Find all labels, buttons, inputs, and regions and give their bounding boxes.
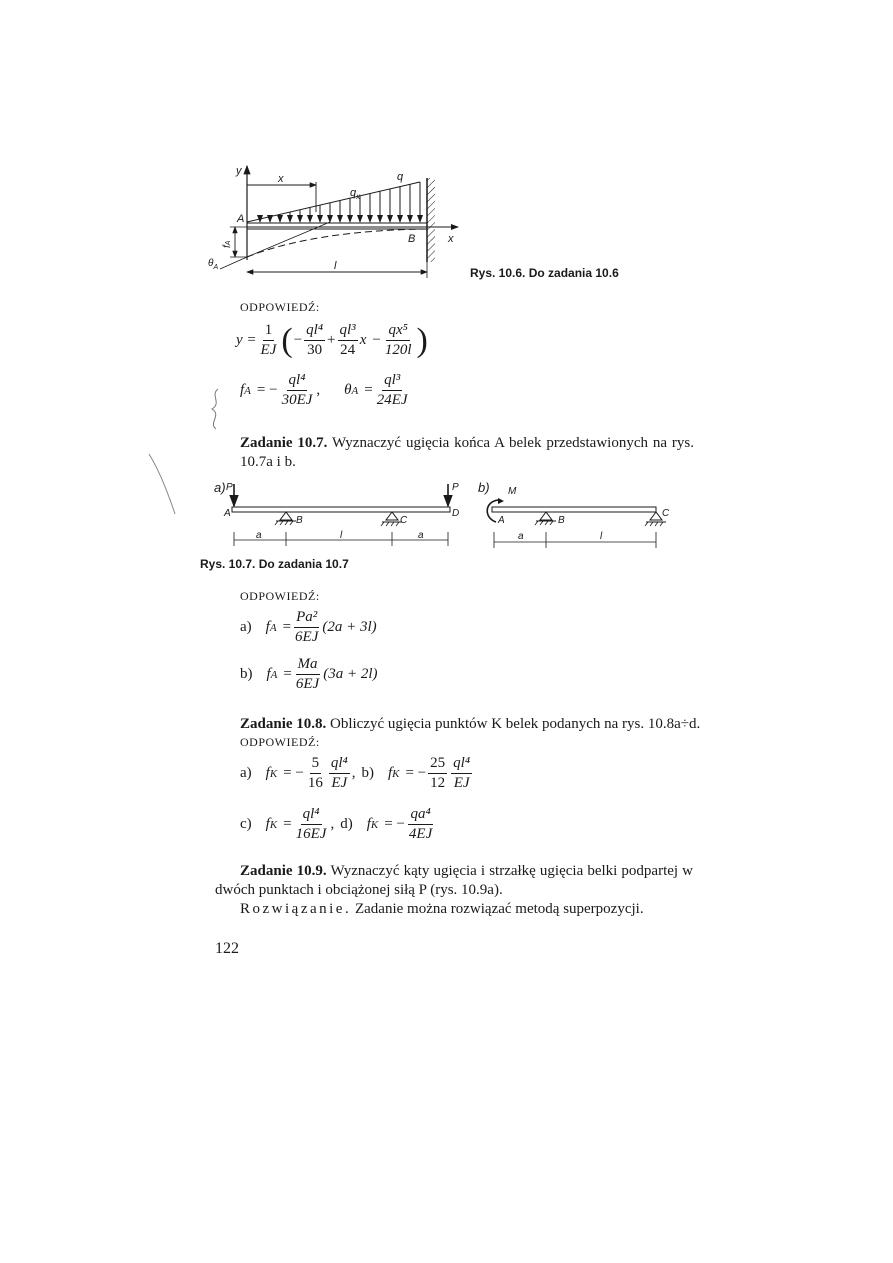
label-qx: $q_x$	[350, 187, 361, 201]
svg-text:C: C	[400, 515, 408, 526]
label-l: l	[334, 260, 337, 272]
equation-y: y = $\frac{1}{EJ}$ ( − $\frac{\text{ql⁴}}{30}$ + $\frac{\text{ql³}}{24}$ x − $\frac{\text{qx⁵}}{120l}$ )	[236, 321, 428, 359]
caption-10-7: Rys. 10.7. Do zadania 10.7	[200, 557, 349, 571]
svg-text:a: a	[518, 531, 524, 542]
handwritten-stroke	[145, 450, 185, 520]
svg-text:l: l	[340, 530, 343, 541]
page-number: 122	[215, 940, 239, 957]
label-y: y	[236, 165, 242, 177]
label-A: A	[237, 213, 245, 225]
svg-text:B: B	[296, 515, 303, 526]
answer-10-7b: b) f A = $\frac{Ma}{6EJ}$ (3a + 2l)	[240, 656, 378, 692]
svg-text:l: l	[600, 531, 603, 542]
answer-10-8ab: a) f K = − $\frac{5}{16}$ $\frac{\text{ql⁴}}{EJ}$ , b) f K = − $\frac{25}{12}$ $\frac{\text{ql⁴}}{EJ}$	[240, 755, 471, 791]
answer-10-7a: a) f A = $\frac{\text{Pa²}}{6EJ}$ (2a + 3l)	[240, 609, 377, 645]
svg-text:C: C	[662, 508, 670, 519]
task-10-8: Zadanie 10.8. Obliczyć ugięcia punktów K belek podanych na rys. 10.8a÷d.	[240, 716, 701, 732]
wall-hatch	[427, 178, 435, 262]
svg-text:P: P	[452, 482, 459, 493]
svg-text:a): a)	[214, 480, 226, 495]
figure-10-7b	[478, 480, 678, 550]
label-q: q	[397, 171, 404, 183]
label-x-dim: x	[278, 173, 284, 185]
task-10-7: Zadanie 10.7. Wyznaczyć ugięcia końca A belek przedstawionych na rys. 10.7a i b.	[240, 435, 695, 470]
svg-text:A: A	[498, 515, 505, 526]
solution-10-9: Rozwiązanie. Zadanie można rozwiązać metodą superpozycji.	[240, 901, 644, 917]
svg-text:A: A	[224, 508, 231, 519]
svg-text:M: M	[508, 486, 517, 497]
figure-10-7a	[214, 480, 462, 550]
svg-text:B: B	[558, 515, 565, 526]
answer-heading-10-7: ODPOWIEDŹ:	[240, 589, 320, 603]
beam	[247, 223, 427, 229]
svg-text:b): b)	[478, 480, 490, 495]
svg-text:a: a	[418, 530, 424, 541]
svg-text:P: P	[226, 482, 233, 493]
task-10-9: Zadanie 10.9. Wyznaczyć kąty ugięcia i strzałkę ugięcia belki podpartej w dwóch punktach i obciążonej siłą P (rys. 10.9a).	[215, 863, 694, 898]
svg-text:a: a	[256, 530, 262, 541]
caption-10-6: Rys. 10.6. Do zadania 10.6	[470, 266, 619, 280]
equation-fA-thetaA: f A = − $\frac{\text{ql⁴}}{30EJ}$ , θ A = $\frac{\text{ql³}}{24EJ}$	[240, 372, 408, 408]
deflection-curve	[247, 229, 427, 257]
label-x-axis: x	[448, 233, 454, 245]
label-theta: $\theta_A$	[208, 258, 219, 271]
answer-heading-10-6: ODPOWIEDŹ:	[240, 300, 320, 314]
label-fA: fA	[222, 240, 233, 248]
figure-10-6	[200, 160, 470, 285]
answer-10-8cd: c) f K = $\frac{\text{ql⁴}}{16EJ}$ , d) f K = − $\frac{\text{qa⁴}}{4EJ}$	[240, 806, 433, 842]
moment-M	[487, 500, 498, 522]
svg-text:D: D	[452, 508, 460, 519]
label-B: B	[408, 233, 416, 245]
answer-heading-10-8: ODPOWIEDŹ:	[240, 735, 320, 749]
handwritten-bracket	[200, 385, 230, 435]
